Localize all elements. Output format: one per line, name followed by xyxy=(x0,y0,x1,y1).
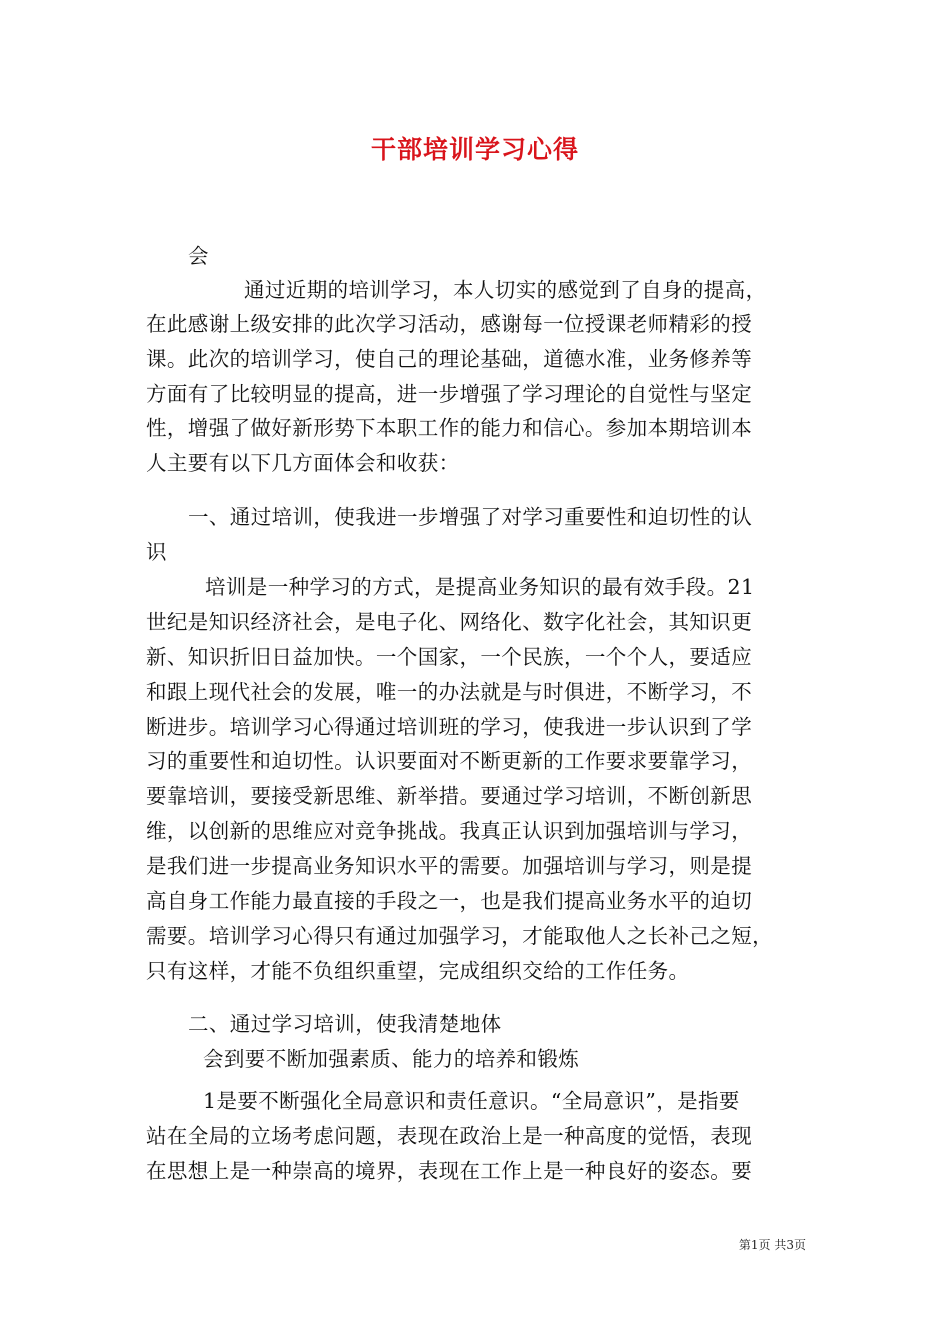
text-line: 1是要不断强化全局意识和责任意识。“全局意识”，是指要 xyxy=(203,1089,740,1113)
text-line: 人主要有以下几方面体会和收获： xyxy=(146,451,460,475)
text-line: 维，以创新的思维应对竞争挑战。我真正认识到加强培训与学习， xyxy=(146,819,753,843)
section-heading: 一、通过培训，使我进一步增强了对学习重要性和迫切性的认 xyxy=(188,505,753,529)
text-line: 是我们进一步提高业务知识水平的需要。加强培训与学习，则是提 xyxy=(146,854,753,878)
text-line: 新、知识折旧日益加快。一个国家，一个民族，一个个人，要适应 xyxy=(146,645,753,669)
text-line: 和跟上现代社会的发展，唯一的办法就是与时俱进，不断学习，不 xyxy=(146,680,753,704)
text-line: 习的重要性和迫切性。认识要面对不断更新的工作要求要靠学习， xyxy=(146,749,753,773)
text-line: 课。此次的培训学习，使自己的理论基础，道德水准，业务修养等 xyxy=(146,347,753,371)
section-heading: 会到要不断加强素质、能力的培养和锻炼 xyxy=(203,1047,580,1071)
document-title: 干部培训学习心得 xyxy=(370,135,579,164)
text-line: 培训是一种学习的方式，是提高业务知识的最有效手段。21 xyxy=(205,575,755,599)
text-line: 需要。培训学习心得只有通过加强学习，才能取他人之长补己之短， xyxy=(146,924,773,948)
text-line: 断进步。培训学习心得通过培训班的学习，使我进一步认识到了学 xyxy=(146,715,753,739)
text-line: 性，增强了做好新形势下本职工作的能力和信心。参加本期培训本 xyxy=(146,416,753,440)
text-line: 在思想上是一种崇高的境界，表现在工作上是一种良好的姿态。要 xyxy=(146,1159,753,1183)
text-line: 要靠培训，要接受新思维、新举措。要通过学习培训，不断创新思 xyxy=(146,784,753,808)
page-number: 第1页 共3页 xyxy=(738,1238,806,1252)
text-line: 通过近期的培训学习，本人切实的感觉到了自身的提高， xyxy=(244,278,767,302)
text-line: 世纪是知识经济社会，是电子化、网络化、数字化社会，其知识更 xyxy=(146,610,753,634)
text-line: 会 xyxy=(188,244,209,268)
text-line: 只有这样，才能不负组织重望，完成组织交给的工作任务。 xyxy=(146,959,690,983)
section-heading: 二、通过学习培训，使我清楚地体 xyxy=(188,1012,502,1036)
text-line: 高自身工作能力最直接的手段之一，也是我们提高业务水平的迫切 xyxy=(146,889,753,913)
text-line: 站在全局的立场考虑问题，表现在政治上是一种高度的觉悟，表现 xyxy=(146,1124,753,1148)
section-heading: 识 xyxy=(146,540,167,564)
text-line: 在此感谢上级安排的此次学习活动，感谢每一位授课老师精彩的授 xyxy=(146,312,753,336)
text-line: 方面有了比较明显的提高，进一步增强了学习理论的自觉性与坚定 xyxy=(146,382,753,406)
